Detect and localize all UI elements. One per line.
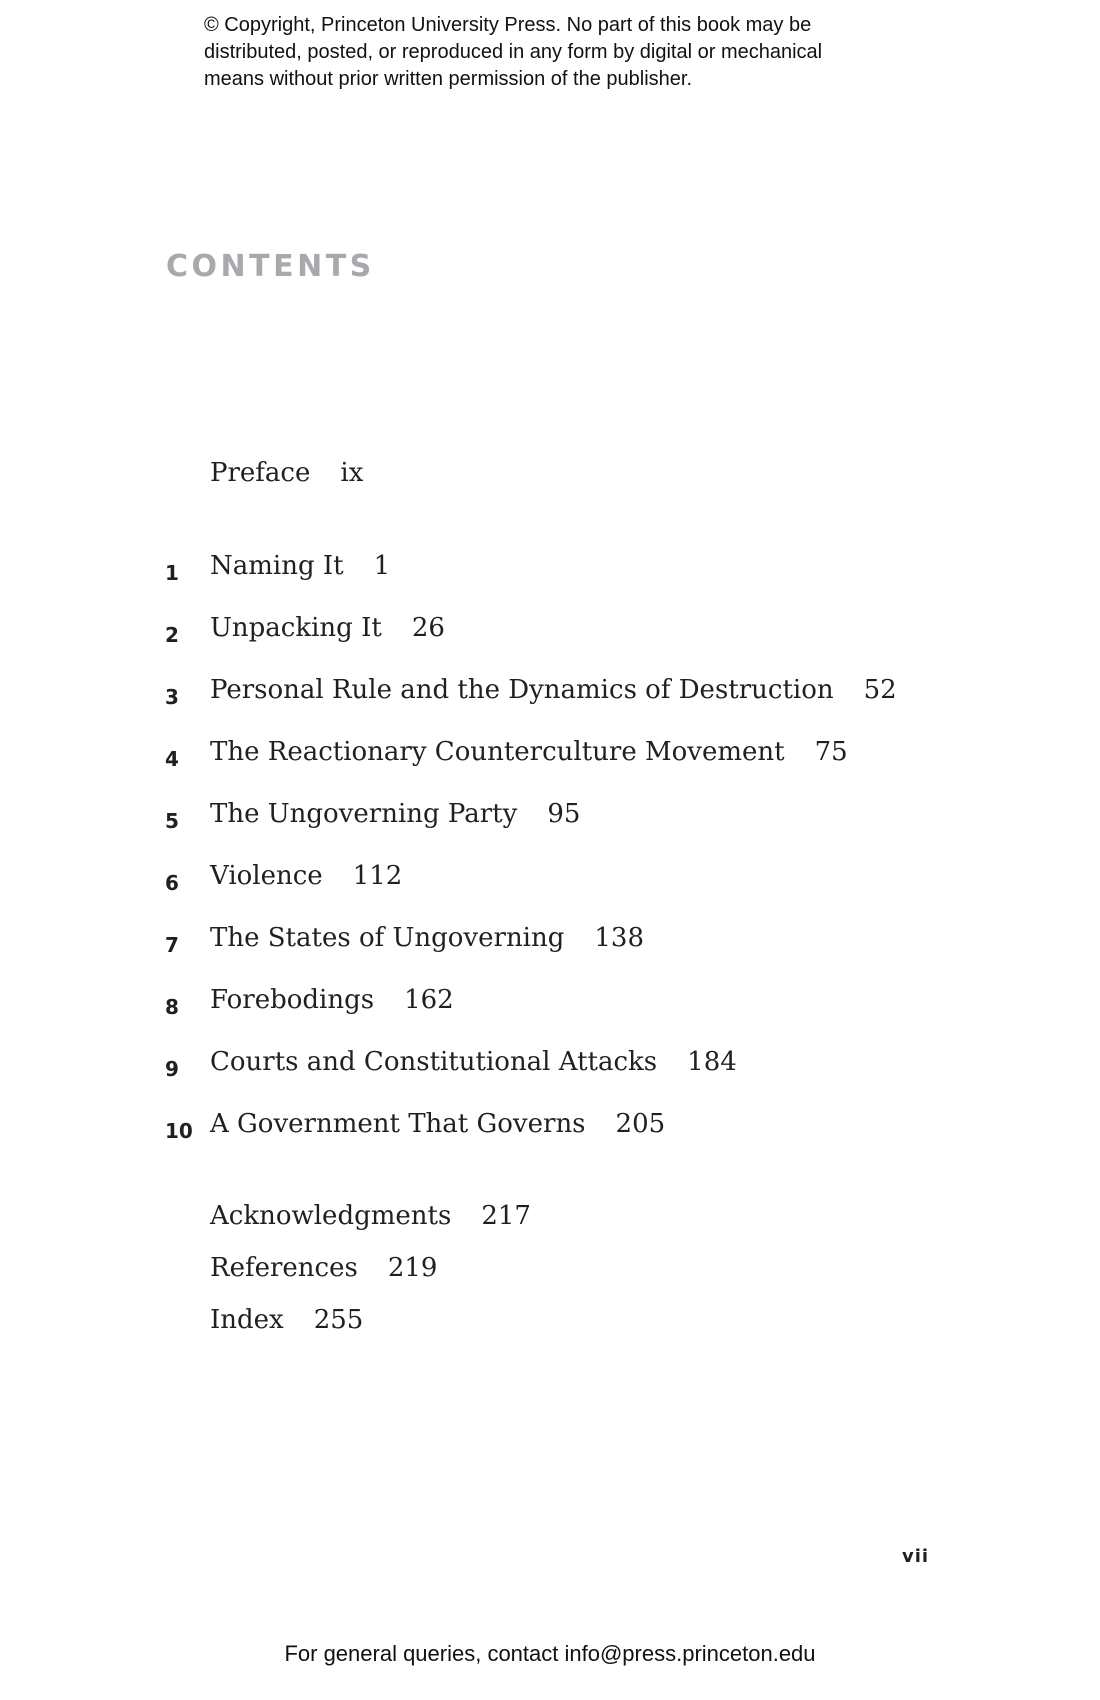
- contents-heading: CONTENTS: [166, 249, 375, 284]
- toc-entry-page: 219: [387, 1253, 438, 1283]
- chapter-page: 184: [687, 1047, 737, 1077]
- chapter-title: The Ungoverning Party 95: [210, 799, 581, 829]
- chapter-title: Naming It 1: [210, 551, 391, 581]
- chapter-title: Courts and Constitutional Attacks 184: [210, 1047, 737, 1077]
- copyright-notice: [204, 12, 924, 93]
- chapter-number: 9: [165, 1057, 179, 1081]
- chapter-page: 205: [615, 1109, 666, 1139]
- toc-entry-title: Index 255: [210, 1305, 364, 1335]
- toc-entry-title: Acknowledgments 217: [210, 1201, 531, 1231]
- toc-entry-page: 255: [313, 1305, 364, 1335]
- toc-entry-references: [0, 1253, 1100, 1293]
- toc-chapter: [0, 1109, 1100, 1149]
- chapter-page: 162: [404, 985, 454, 1015]
- chapter-title: Forebodings 162: [210, 985, 454, 1015]
- toc-chapter: [0, 861, 1100, 901]
- chapter-page: 138: [594, 923, 645, 953]
- page-number: vii: [902, 1546, 930, 1567]
- chapter-number: 10: [165, 1119, 193, 1143]
- toc-entry-acknowledgments: [0, 1201, 1100, 1241]
- toc-entry-title: References 219: [210, 1253, 438, 1283]
- chapter-title: A Government That Governs 205: [210, 1109, 666, 1139]
- toc-chapter: [0, 923, 1100, 963]
- chapter-page: 26: [411, 613, 445, 643]
- copyright-line: means without prior written permission of the publisher.: [204, 68, 693, 90]
- chapter-number: 6: [165, 871, 179, 895]
- copyright-line: distributed, posted, or reproduced in any form by digital or mechanical: [204, 41, 823, 63]
- footer-contact: For general queries, contact info@press.princeton.edu: [284, 1641, 816, 1666]
- chapter-number: 7: [165, 933, 179, 957]
- chapter-title: The States of Ungoverning 138: [210, 923, 645, 953]
- chapter-page: 1: [373, 551, 391, 581]
- chapter-title: Personal Rule and the Dynamics of Destruction 52: [210, 675, 897, 705]
- toc-chapter: [0, 737, 1100, 777]
- chapter-title: The Reactionary Counterculture Movement 75: [210, 737, 848, 767]
- chapter-title: Unpacking It 26: [210, 613, 445, 643]
- toc-chapter: [0, 799, 1100, 839]
- chapter-number: 4: [165, 747, 179, 771]
- chapter-page: 52: [863, 675, 897, 705]
- toc-chapter: [0, 1047, 1100, 1087]
- chapter-number: 2: [165, 623, 179, 647]
- chapter-number: 5: [165, 809, 179, 833]
- toc-entry-page: ix: [340, 458, 364, 488]
- toc-entry-preface: [0, 458, 1100, 498]
- toc-chapter: [0, 985, 1100, 1025]
- toc-chapter: [0, 613, 1100, 653]
- toc-entry-title: Preface ix: [210, 458, 364, 488]
- toc-chapter: [0, 551, 1100, 591]
- chapter-page: 95: [547, 799, 581, 829]
- chapter-page: 112: [352, 861, 403, 891]
- copyright-line: © Copyright, Princeton University Press. No part of this book may be: [204, 14, 812, 36]
- chapter-number: 1: [165, 561, 179, 585]
- toc-chapter: [0, 675, 1100, 715]
- toc-entry-index: [0, 1305, 1100, 1345]
- chapter-number: 8: [165, 995, 179, 1019]
- toc-entry-page: 217: [481, 1201, 531, 1231]
- chapter-page: 75: [814, 737, 848, 767]
- chapter-number: 3: [165, 685, 179, 709]
- chapter-title: Violence 112: [210, 861, 403, 891]
